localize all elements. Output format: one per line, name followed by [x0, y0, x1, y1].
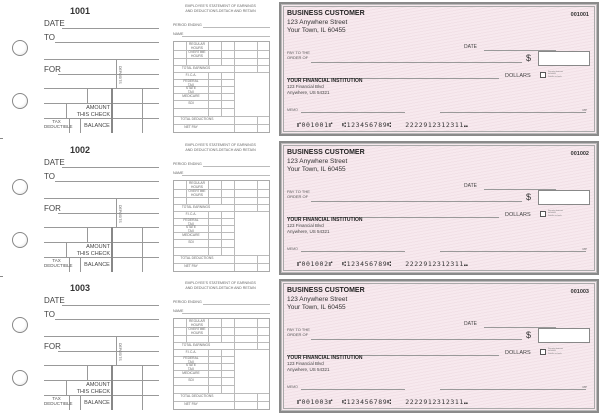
statement-title-line1: EMPLOYEE'S STATEMENT OF EARNINGS — [185, 4, 256, 8]
label-line: OVERTIME — [188, 327, 206, 331]
sdi-label: SDI — [188, 378, 194, 382]
label-line: OVERTIME — [188, 189, 206, 193]
memo-label: MEMO — [287, 385, 298, 389]
stub-divider — [66, 380, 67, 395]
dollar-sign: $ — [526, 330, 532, 340]
stub-date-label: DATE — [44, 19, 65, 28]
pay-to-label — [287, 50, 310, 60]
grid-line — [234, 181, 235, 271]
security-text-line: included. — [548, 73, 557, 76]
label-line: REGULAR — [189, 42, 205, 46]
stub-divider — [116, 198, 117, 227]
stub-divider — [142, 365, 143, 410]
stub-date-label: DATE — [44, 296, 65, 305]
label-line: STATE — [185, 86, 197, 90]
signature-line[interactable] — [440, 112, 586, 113]
grid-line — [221, 349, 222, 393]
statement-title-line1: EMPLOYEE'S STATEMENT OF EARNINGS — [185, 281, 256, 285]
label-line: TAX — [187, 359, 195, 364]
micr-line: ⑈001001⑈ ⑆123456789⑆ 2222912312311⑉ — [297, 121, 469, 129]
memo-line[interactable] — [301, 251, 405, 252]
medicare-label: MEDICARE — [182, 371, 200, 375]
stub-divider — [142, 88, 143, 133]
label-line: OVERTIME — [188, 50, 206, 54]
security-features-text — [548, 210, 563, 217]
statement-title-line2: AND DEDUCTIONS-DETACH AND RETAIN — [185, 285, 256, 290]
label-line: HOURS — [191, 322, 203, 327]
stub-divider — [44, 59, 159, 60]
tax-label-line2: DEDUCTIBLE — [44, 123, 73, 129]
bank-address-line2: Anywhere, US 54321 — [287, 367, 330, 372]
memo-label: MEMO — [287, 108, 298, 112]
overtime-hours-label — [186, 51, 208, 58]
amount-this-check-label — [70, 382, 110, 396]
dollars-label: DOLLARS — [505, 212, 531, 218]
stub-for-label: FOR — [44, 204, 61, 213]
label-line: TAX — [187, 89, 195, 94]
pay-to-line2: ORDER OF — [287, 332, 309, 338]
security-text-line: included. — [548, 212, 557, 215]
deposits-label: DEPOSITS — [118, 205, 122, 223]
tax-deductible-label — [44, 119, 73, 130]
check-row — [0, 277, 600, 415]
stub-to-line[interactable] — [55, 319, 159, 320]
label-line: TAX — [187, 82, 195, 87]
stub-divider — [66, 242, 67, 257]
period-ending-label: PERIOD ENDING — [173, 23, 202, 27]
grid-line — [208, 42, 209, 65]
medicare-label: MEDICARE — [182, 94, 200, 98]
security-text-line: Details on back. — [548, 75, 563, 78]
date-label: DATE — [464, 321, 477, 327]
earnings-grid — [173, 318, 270, 410]
label-line: TAX — [187, 228, 195, 233]
binder-hole-icon — [12, 370, 28, 386]
label-line: HOURS — [191, 45, 203, 50]
sdi-label: SDI — [188, 240, 194, 244]
mp-label: MP — [582, 108, 587, 112]
name-label: NAME — [173, 171, 184, 175]
deposits-label: DEPOSITS — [118, 343, 122, 361]
label-line: TAX — [187, 366, 195, 371]
balance-label: BALANCE — [84, 400, 110, 406]
grid-line — [174, 247, 234, 248]
label-line: HOURS — [191, 53, 203, 58]
amount-box[interactable] — [538, 190, 590, 205]
stub-date-line[interactable] — [62, 305, 159, 306]
pay-to-label — [287, 327, 310, 337]
business-address-line2: Your Town, IL 60455 — [287, 304, 346, 311]
business-name: BUSINESS CUSTOMER — [287, 149, 365, 156]
security-lock-icon — [540, 349, 546, 355]
pay-to-label — [287, 189, 310, 199]
label-line: HOURS — [191, 192, 203, 197]
fica-label: F.I.C.A. — [185, 212, 197, 216]
check-stub — [0, 277, 160, 415]
net-pay-label: NET PAY — [184, 402, 198, 406]
business-address-line2: Your Town, IL 60455 — [287, 27, 346, 34]
stub-divider — [116, 336, 117, 365]
check-number: 001002 — [570, 151, 589, 157]
check-stub — [0, 139, 160, 277]
binder-hole-icon — [12, 232, 28, 248]
label-line: REGULAR — [189, 319, 205, 323]
security-text-line: Security features — [548, 348, 564, 350]
bank-address-line1: 123 Financial Blvd — [287, 84, 324, 89]
statement-title — [168, 281, 273, 290]
stub-for-line[interactable] — [58, 213, 159, 214]
business-address-line1: 123 Anywhere Street — [287, 19, 348, 26]
tax-label-line1: TAX — [52, 258, 61, 263]
amount-label-line2: THIS CHECK — [76, 111, 110, 118]
stub-divider — [142, 227, 143, 272]
business-address-line1: 123 Anywhere Street — [287, 296, 348, 303]
grid-line — [221, 319, 222, 342]
business-address-line2: Your Town, IL 60455 — [287, 166, 346, 173]
bank-address-line2: Anywhere, US 54321 — [287, 90, 330, 95]
micr-line: ⑈001002⑈ ⑆123456789⑆ 2222912312311⑉ — [297, 260, 469, 268]
grid-line — [208, 181, 209, 204]
security-text-line: Details on back. — [548, 214, 563, 217]
medicare-label: MEDICARE — [182, 233, 200, 237]
stub-divider — [44, 198, 159, 199]
total-deductions-label: TOTAL DEDUCTIONS — [180, 394, 214, 398]
amount-box[interactable] — [538, 51, 590, 66]
tax-label-line2: DEDUCTIBLE — [44, 262, 73, 268]
binder-hole-icon — [12, 93, 28, 109]
date-label: DATE — [464, 44, 477, 50]
stub-number: 1003 — [70, 283, 91, 293]
memo-label: MEMO — [287, 247, 298, 251]
stub-to-line[interactable] — [55, 42, 159, 43]
amount-this-check-label — [70, 244, 110, 258]
dollar-sign: $ — [526, 53, 532, 63]
pay-to-line1: PAY TO THE — [287, 189, 310, 194]
grid-line — [174, 108, 234, 109]
mp-label: MP — [582, 385, 587, 389]
pay-to-line2: ORDER OF — [287, 194, 309, 200]
tax-deductible-label — [44, 258, 73, 269]
stub-for-label: FOR — [44, 342, 61, 351]
security-text-line: Security features — [548, 71, 564, 73]
pay-to-line1: PAY TO THE — [287, 327, 310, 332]
amount-label-line1: AMOUNT — [86, 382, 110, 388]
grid-line — [257, 116, 258, 132]
grid-line — [174, 385, 234, 386]
label-line: TAX — [187, 221, 195, 226]
grid-line — [257, 319, 258, 349]
stub-to-label: TO — [44, 33, 55, 42]
signature-line[interactable] — [440, 251, 586, 252]
name-line[interactable] — [182, 175, 270, 176]
bank-address-line1: 123 Financial Blvd — [287, 361, 324, 366]
grid-line — [234, 319, 235, 409]
dollars-label: DOLLARS — [505, 350, 531, 356]
security-features-text — [548, 71, 563, 78]
binder-hole-icon — [12, 179, 28, 195]
grid-line — [234, 42, 235, 132]
security-features-text — [548, 348, 563, 355]
net-pay-label: NET PAY — [184, 125, 198, 129]
total-earnings-label: TOTAL EARNINGS — [181, 343, 211, 347]
label-line: REGULAR — [189, 181, 205, 185]
mp-label: MP — [582, 247, 587, 251]
grid-line — [174, 377, 234, 378]
grid-line — [221, 72, 222, 116]
label-line: STATE — [185, 225, 197, 229]
bank-name: YOUR FINANCIAL INSTITUTION — [287, 217, 363, 223]
business-name: BUSINESS CUSTOMER — [287, 10, 365, 17]
check-stub — [0, 0, 160, 138]
bank-address-line2: Anywhere, US 54321 — [287, 229, 330, 234]
stub-date-line[interactable] — [62, 28, 159, 29]
earnings-statement — [160, 0, 275, 138]
payee-line[interactable] — [311, 201, 522, 202]
tax-label-line1: TAX — [52, 396, 61, 401]
statement-title — [168, 143, 273, 152]
total-earnings-label: TOTAL EARNINGS — [181, 205, 211, 209]
check-number: 001001 — [570, 12, 589, 18]
amount-label-line2: THIS CHECK — [76, 250, 110, 257]
dollar-sign: $ — [526, 192, 532, 202]
check-number: 001003 — [570, 289, 589, 295]
grid-line — [221, 211, 222, 255]
payee-line[interactable] — [311, 339, 522, 340]
stub-divider — [87, 88, 88, 103]
grid-line — [208, 319, 209, 342]
earnings-grid — [173, 41, 270, 133]
security-lock-icon — [540, 72, 546, 78]
check-row — [0, 0, 600, 138]
sdi-label: SDI — [188, 101, 194, 105]
label-line: FEDERAL — [183, 356, 199, 360]
stub-divider — [87, 227, 88, 242]
stub-divider — [80, 118, 81, 133]
grid-line — [208, 349, 209, 393]
tax-label-line1: TAX — [52, 119, 61, 124]
stub-divider — [111, 227, 113, 272]
grid-line — [208, 72, 209, 116]
stub-to-line[interactable] — [55, 181, 159, 182]
name-line[interactable] — [182, 313, 270, 314]
stub-divider — [80, 257, 81, 272]
amount-label-line1: AMOUNT — [86, 244, 110, 250]
statement-title — [168, 4, 273, 13]
stub-divider — [87, 365, 88, 380]
fica-label: F.I.C.A. — [185, 350, 197, 354]
micr-line: ⑈001003⑈ ⑆123456789⑆ 2222912312311⑉ — [297, 398, 469, 406]
business-name: BUSINESS CUSTOMER — [287, 287, 365, 294]
binder-hole-icon — [12, 317, 28, 333]
statement-title-line2: AND DEDUCTIONS-DETACH AND RETAIN — [185, 147, 256, 152]
security-text-line: Security features — [548, 210, 564, 212]
earnings-grid — [173, 180, 270, 272]
grid-line — [257, 42, 258, 72]
stub-date-line[interactable] — [62, 167, 159, 168]
memo-line[interactable] — [301, 112, 405, 113]
memo-line[interactable] — [301, 389, 405, 390]
stub-divider — [66, 103, 67, 118]
security-text-line: included. — [548, 350, 557, 353]
stub-divider — [111, 365, 113, 410]
name-line[interactable] — [182, 36, 270, 37]
total-earnings-label: TOTAL EARNINGS — [181, 66, 211, 70]
net-pay-label: NET PAY — [184, 264, 198, 268]
grid-line — [257, 181, 258, 211]
stub-to-label: TO — [44, 310, 55, 319]
balance-label: BALANCE — [84, 262, 110, 268]
grid-line — [208, 211, 209, 255]
pay-to-line2: ORDER OF — [287, 55, 309, 61]
check — [279, 279, 599, 413]
stub-to-label: TO — [44, 172, 55, 181]
grid-line — [174, 100, 234, 101]
fica-label: F.I.C.A. — [185, 73, 197, 77]
amount-label-line2: THIS CHECK — [76, 388, 110, 395]
label-line: HOURS — [191, 184, 203, 189]
check — [279, 2, 599, 136]
tax-deductible-label — [44, 396, 73, 407]
security-lock-icon — [540, 211, 546, 217]
label-line: FEDERAL — [183, 79, 199, 83]
period-ending-label: PERIOD ENDING — [173, 162, 202, 166]
stub-divider — [44, 336, 159, 337]
bank-name: YOUR FINANCIAL INSTITUTION — [287, 78, 363, 84]
pay-to-line1: PAY TO THE — [287, 50, 310, 55]
payee-line[interactable] — [311, 62, 522, 63]
grid-line — [257, 255, 258, 271]
period-ending-line[interactable] — [203, 166, 270, 167]
grid-line — [221, 42, 222, 65]
stub-divider — [80, 395, 81, 410]
signature-line[interactable] — [440, 389, 586, 390]
overtime-hours-label — [186, 190, 208, 197]
business-address-line1: 123 Anywhere Street — [287, 158, 348, 165]
check-row — [0, 139, 600, 277]
stub-number: 1001 — [70, 6, 91, 16]
grid-line — [174, 239, 234, 240]
date-label: DATE — [464, 183, 477, 189]
balance-label: BALANCE — [84, 123, 110, 129]
earnings-statement — [160, 277, 275, 415]
amount-this-check-label — [70, 105, 110, 119]
total-deductions-label: TOTAL DEDUCTIONS — [180, 256, 214, 260]
stub-date-label: DATE — [44, 158, 65, 167]
label-line: FEDERAL — [183, 218, 199, 222]
name-label: NAME — [173, 309, 184, 313]
stub-for-line[interactable] — [58, 351, 159, 352]
bank-name: YOUR FINANCIAL INSTITUTION — [287, 355, 363, 361]
grid-line — [221, 181, 222, 204]
stub-divider — [111, 88, 113, 133]
stub-for-label: FOR — [44, 65, 61, 74]
earnings-statement — [160, 139, 275, 277]
label-line: STATE — [185, 363, 197, 367]
stub-number: 1002 — [70, 145, 91, 155]
security-text-line: Details on back. — [548, 352, 563, 355]
binder-hole-icon — [12, 40, 28, 56]
amount-label-line1: AMOUNT — [86, 105, 110, 111]
amount-box[interactable] — [538, 328, 590, 343]
period-ending-label: PERIOD ENDING — [173, 300, 202, 304]
name-label: NAME — [173, 32, 184, 36]
stub-for-line[interactable] — [58, 74, 159, 75]
bank-address-line1: 123 Financial Blvd — [287, 223, 324, 228]
total-deductions-label: TOTAL DEDUCTIONS — [180, 117, 214, 121]
period-ending-line[interactable] — [203, 304, 270, 305]
statement-title-line1: EMPLOYEE'S STATEMENT OF EARNINGS — [185, 143, 256, 147]
deposits-label: DEPOSITS — [118, 66, 122, 84]
stub-divider — [116, 59, 117, 88]
overtime-hours-label — [186, 328, 208, 335]
period-ending-line[interactable] — [203, 27, 270, 28]
check — [279, 141, 599, 275]
tax-label-line2: DEDUCTIBLE — [44, 400, 73, 406]
dollars-label: DOLLARS — [505, 73, 531, 79]
grid-line — [257, 393, 258, 409]
label-line: HOURS — [191, 330, 203, 335]
statement-title-line2: AND DEDUCTIONS-DETACH AND RETAIN — [185, 8, 256, 13]
